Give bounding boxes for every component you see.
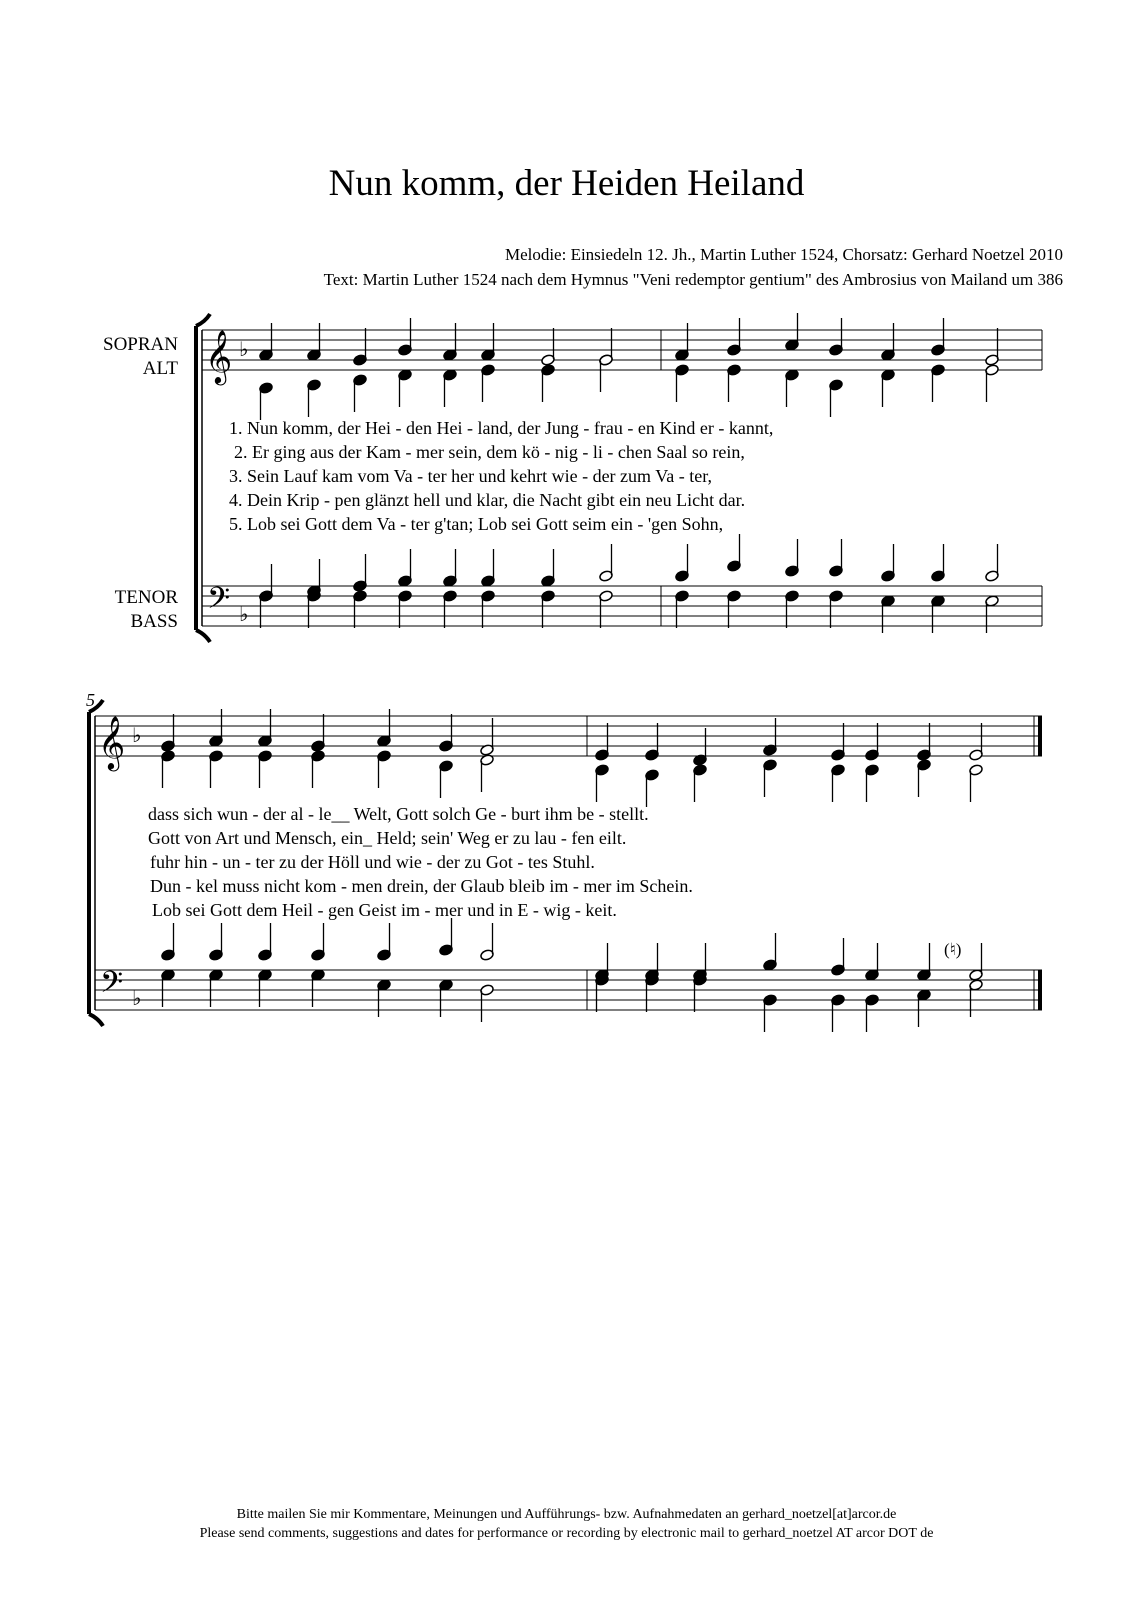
- bass-clef-icon: 𝄢: [100, 966, 124, 1007]
- footer-german: Bitte mailen Sie mir Kommentare, Meinungen und Aufführungs- bzw. Aufnahmedaten an gerhard_noetzel[at]arcor.de: [236, 1507, 897, 1522]
- melody-credit: Melodie: Einsiedeln 12. Jh., Martin Luther 1524, Chorsatz: Gerhard Noetzel 2010: [504, 245, 1063, 264]
- lyric-line-verse-4: 4. Dein Krip - pen glänzt hell und klar, die Nacht gibt ein neu Licht dar.: [229, 490, 746, 510]
- flat-key-signature-icon: ♭: [239, 602, 249, 626]
- text-credit: Text: Martin Luther 1524 nach dem Hymnus "Veni redemptor gentium" des Ambrosius von Mailand um 386: [323, 270, 1063, 289]
- lyric-line-verse-1: 1. Nun komm, der Hei - den Hei - land, der Jung - frau - en Kind er - kannt,: [229, 418, 774, 438]
- lyric-line-verse-1-system-2: dass sich wun - der al - le__ Welt, Gott solch Ge - burt ihm be - stellt.: [148, 804, 649, 824]
- page-title: Nun komm, der Heiden Heiland: [328, 163, 805, 204]
- footer-english: Please send comments, suggestions and dates for performance or recording by electronic mail to gerhard_noetzel AT arcor DOT de: [199, 1526, 934, 1541]
- lyric-line-verse-2: 2. Er ging aus der Kam - mer sein, dem kö - nig - li - chen Saal so rein,: [234, 442, 745, 462]
- voice-label-bass: BASS: [130, 611, 178, 632]
- voice-label-sopran: SOPRAN: [103, 334, 178, 355]
- lyric-line-verse-4-system-2: Dun - kel muss nicht kom - men drein, der Glaub bleib im - mer im Schein.: [150, 876, 693, 896]
- flat-key-signature-icon: ♭: [132, 986, 142, 1010]
- bass-clef-icon: 𝄢: [207, 582, 231, 623]
- flat-key-signature-icon: ♭: [239, 337, 249, 361]
- lyric-line-verse-3: 3. Sein Lauf kam vom Va - ter her und kehrt wie - der zum Va - ter,: [229, 466, 712, 486]
- voice-label-tenor: TENOR: [114, 587, 178, 608]
- measure-number: 5: [86, 690, 95, 710]
- flat-key-signature-icon: ♭: [132, 723, 142, 747]
- treble-clef-icon: 𝄞: [205, 329, 233, 383]
- lyric-line-verse-5: 5. Lob sei Gott dem Va - ter g'tan; Lob sei Gott seim ein - 'gen Sohn,: [229, 514, 724, 534]
- lyric-line-verse-2-system-2: Gott von Art und Mensch, ein_ Held; sein' Weg er zu lau - fen eilt.: [148, 828, 627, 848]
- natural-accidental-label: (♮): [944, 940, 962, 959]
- treble-clef-icon: 𝄞: [98, 715, 126, 769]
- lyric-line-verse-3-system-2: fuhr hin - un - ter zu der Höll und wie - der zu Got - tes Stuhl.: [150, 852, 595, 872]
- voice-label-alt: ALT: [142, 358, 178, 379]
- lyric-line-verse-5-system-2: Lob sei Gott dem Heil - gen Geist im - mer und in E - wig - keit.: [152, 900, 617, 920]
